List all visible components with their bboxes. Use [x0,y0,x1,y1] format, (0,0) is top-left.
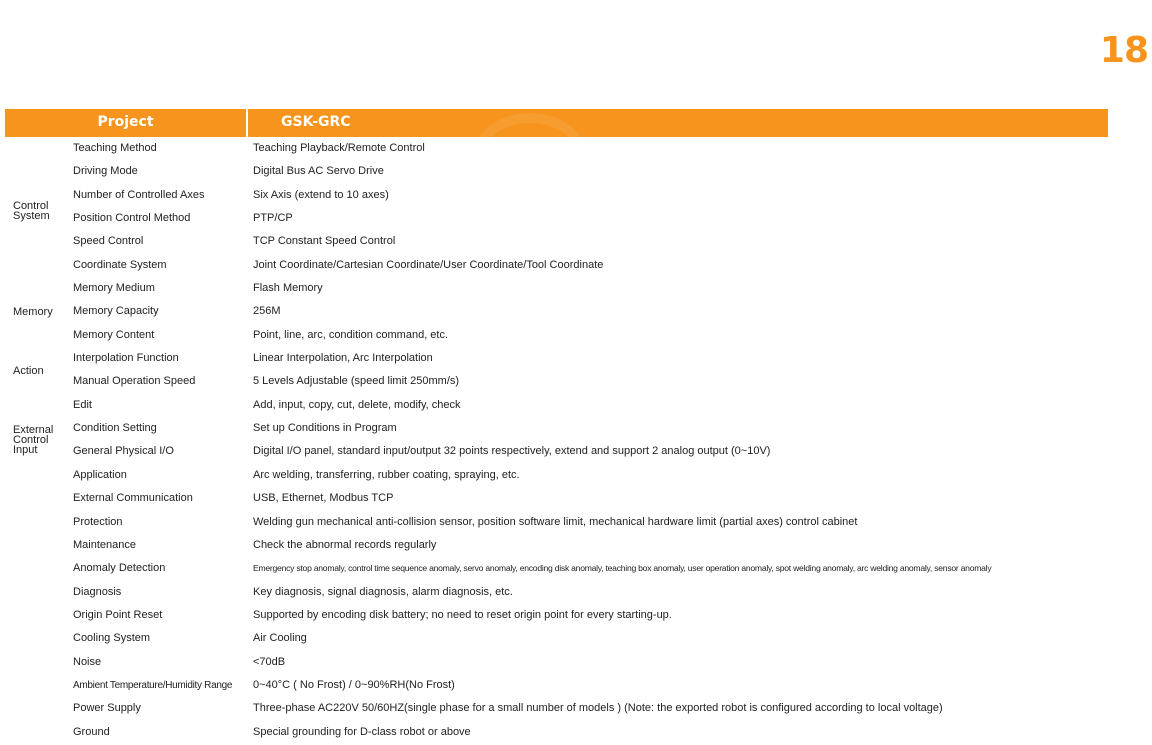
param-value: Three-phase AC220V 50/60HZ(single phase for a small number of models ) (Note: the exported robot is configured according to local voltage) [253,702,943,715]
param-value: Teaching Playback/Remote Control [253,142,425,154]
table-row [5,207,1108,230]
table-row [5,324,1108,347]
table-row [5,277,1108,300]
watermark-logo [475,113,585,137]
table-row [5,534,1108,557]
group-label: External Control Input [13,424,54,456]
param-name: Ambient Temperature/Humidity Range [73,679,233,691]
table-row [5,137,1108,160]
table-row [5,160,1108,183]
table-row [5,394,1108,417]
param-value: Air Cooling [253,632,307,645]
param-value: 0~40°C ( No Frost) / 0~90%RH(No Frost) [253,678,455,691]
table-row [5,697,1108,720]
param-name: Memory Capacity [73,305,159,318]
param-value: Emergency stop anomaly, control time sequence anomaly, servo anomaly, encoding disk anomaly, teaching box anomaly, user operation anomaly, spot welding anomaly, arc welding anomaly, sensor anomaly [253,563,992,574]
param-value: Flash Memory [253,282,323,295]
param-value: Linear Interpolation, Arc Interpolation [253,352,433,365]
table-row [5,184,1108,207]
param-name: Anomaly Detection [73,562,166,575]
header-model: GSK-GRC [281,114,351,130]
table-row [5,440,1108,463]
param-value: Supported by encoding disk battery; no need to reset origin point for every starting-up. [253,608,672,621]
param-value: Special grounding for D-class robot or above [253,725,471,738]
param-value: TCP Constant Speed Control [253,235,396,248]
param-value: USB, Ethernet, Modbus TCP [253,492,394,505]
table-row [5,581,1108,604]
param-name: Manual Operation Speed [73,375,196,388]
table-row [5,230,1108,253]
param-value: 5 Levels Adjustable (speed limit 250mm/s) [253,375,460,388]
param-name: Memory Content [73,328,155,341]
param-value: Set up Conditions in Program [253,422,397,435]
param-value: Arc welding, transferring, rubber coating, spraying, etc. [253,468,520,481]
table-row [5,300,1108,323]
param-value: Add, input, copy, cut, delete, modify, check [253,398,461,411]
table-row [5,627,1108,650]
table-row [5,651,1108,674]
param-name: Position Control Method [73,212,191,225]
param-name: General Physical I/O [73,445,174,458]
param-value: Check the abnormal records regularly [253,538,437,551]
page-number: 18 [1099,30,1148,71]
table-row [5,347,1108,370]
table-header [5,109,1108,137]
param-name: Origin Point Reset [73,608,163,621]
param-name: Cooling System [73,632,151,645]
table-row [5,370,1108,393]
param-name: Power Supply [73,702,141,715]
group-label: Memory [13,306,53,318]
param-name: Ground [73,725,110,738]
param-value: Six Axis (extend to 10 axes) [253,188,389,201]
param-name: Noise [73,655,102,668]
param-name: Number of Controlled Axes [73,188,205,201]
param-name: Speed Control [73,235,144,248]
table-row [5,464,1108,487]
param-name: Condition Setting [73,422,157,435]
spec-table [5,109,1108,744]
group-label: Action [13,365,44,377]
header-project: Project [97,114,154,130]
param-value: Key diagnosis, signal diagnosis, alarm diagnosis, etc. [253,585,513,598]
param-name: Coordinate System [73,258,167,271]
param-name: External Communication [73,492,193,505]
table-row [5,254,1108,277]
param-name: Interpolation Function [73,352,179,365]
param-name: Protection [73,515,123,528]
param-value: Digital Bus AC Servo Drive [253,165,384,178]
param-name: Driving Mode [73,165,138,178]
table-row [5,674,1108,697]
param-value: Welding gun mechanical anti-collision sensor, position software limit, mechanical hardware limit (partial axes) control cabinet [253,515,858,528]
param-value: Digital I/O panel, standard input/output 32 points respectively, extend and support 2 analog output (0~10V) [253,445,771,458]
param-value: 256M [253,305,281,318]
param-value: PTP/CP [253,212,293,225]
param-name: Edit [73,398,92,411]
param-value: Joint Coordinate/Cartesian Coordinate/User Coordinate/Tool Coordinate [253,258,604,271]
table-body [5,137,1108,744]
group-label: Control System [13,200,50,222]
param-name: Maintenance [73,538,136,551]
param-name: Teaching Method [73,142,157,154]
param-name: Application [73,468,127,481]
header-divider [246,109,248,137]
table-row [5,721,1108,744]
table-row [5,604,1108,627]
param-value: <70dB [253,655,286,668]
table-row [5,417,1108,440]
table-row [5,487,1108,510]
param-name: Diagnosis [73,585,122,598]
param-value: Point, line, arc, condition command, etc. [253,328,449,341]
param-name: Memory Medium [73,282,155,295]
table-row [5,511,1108,534]
table-row [5,557,1108,580]
